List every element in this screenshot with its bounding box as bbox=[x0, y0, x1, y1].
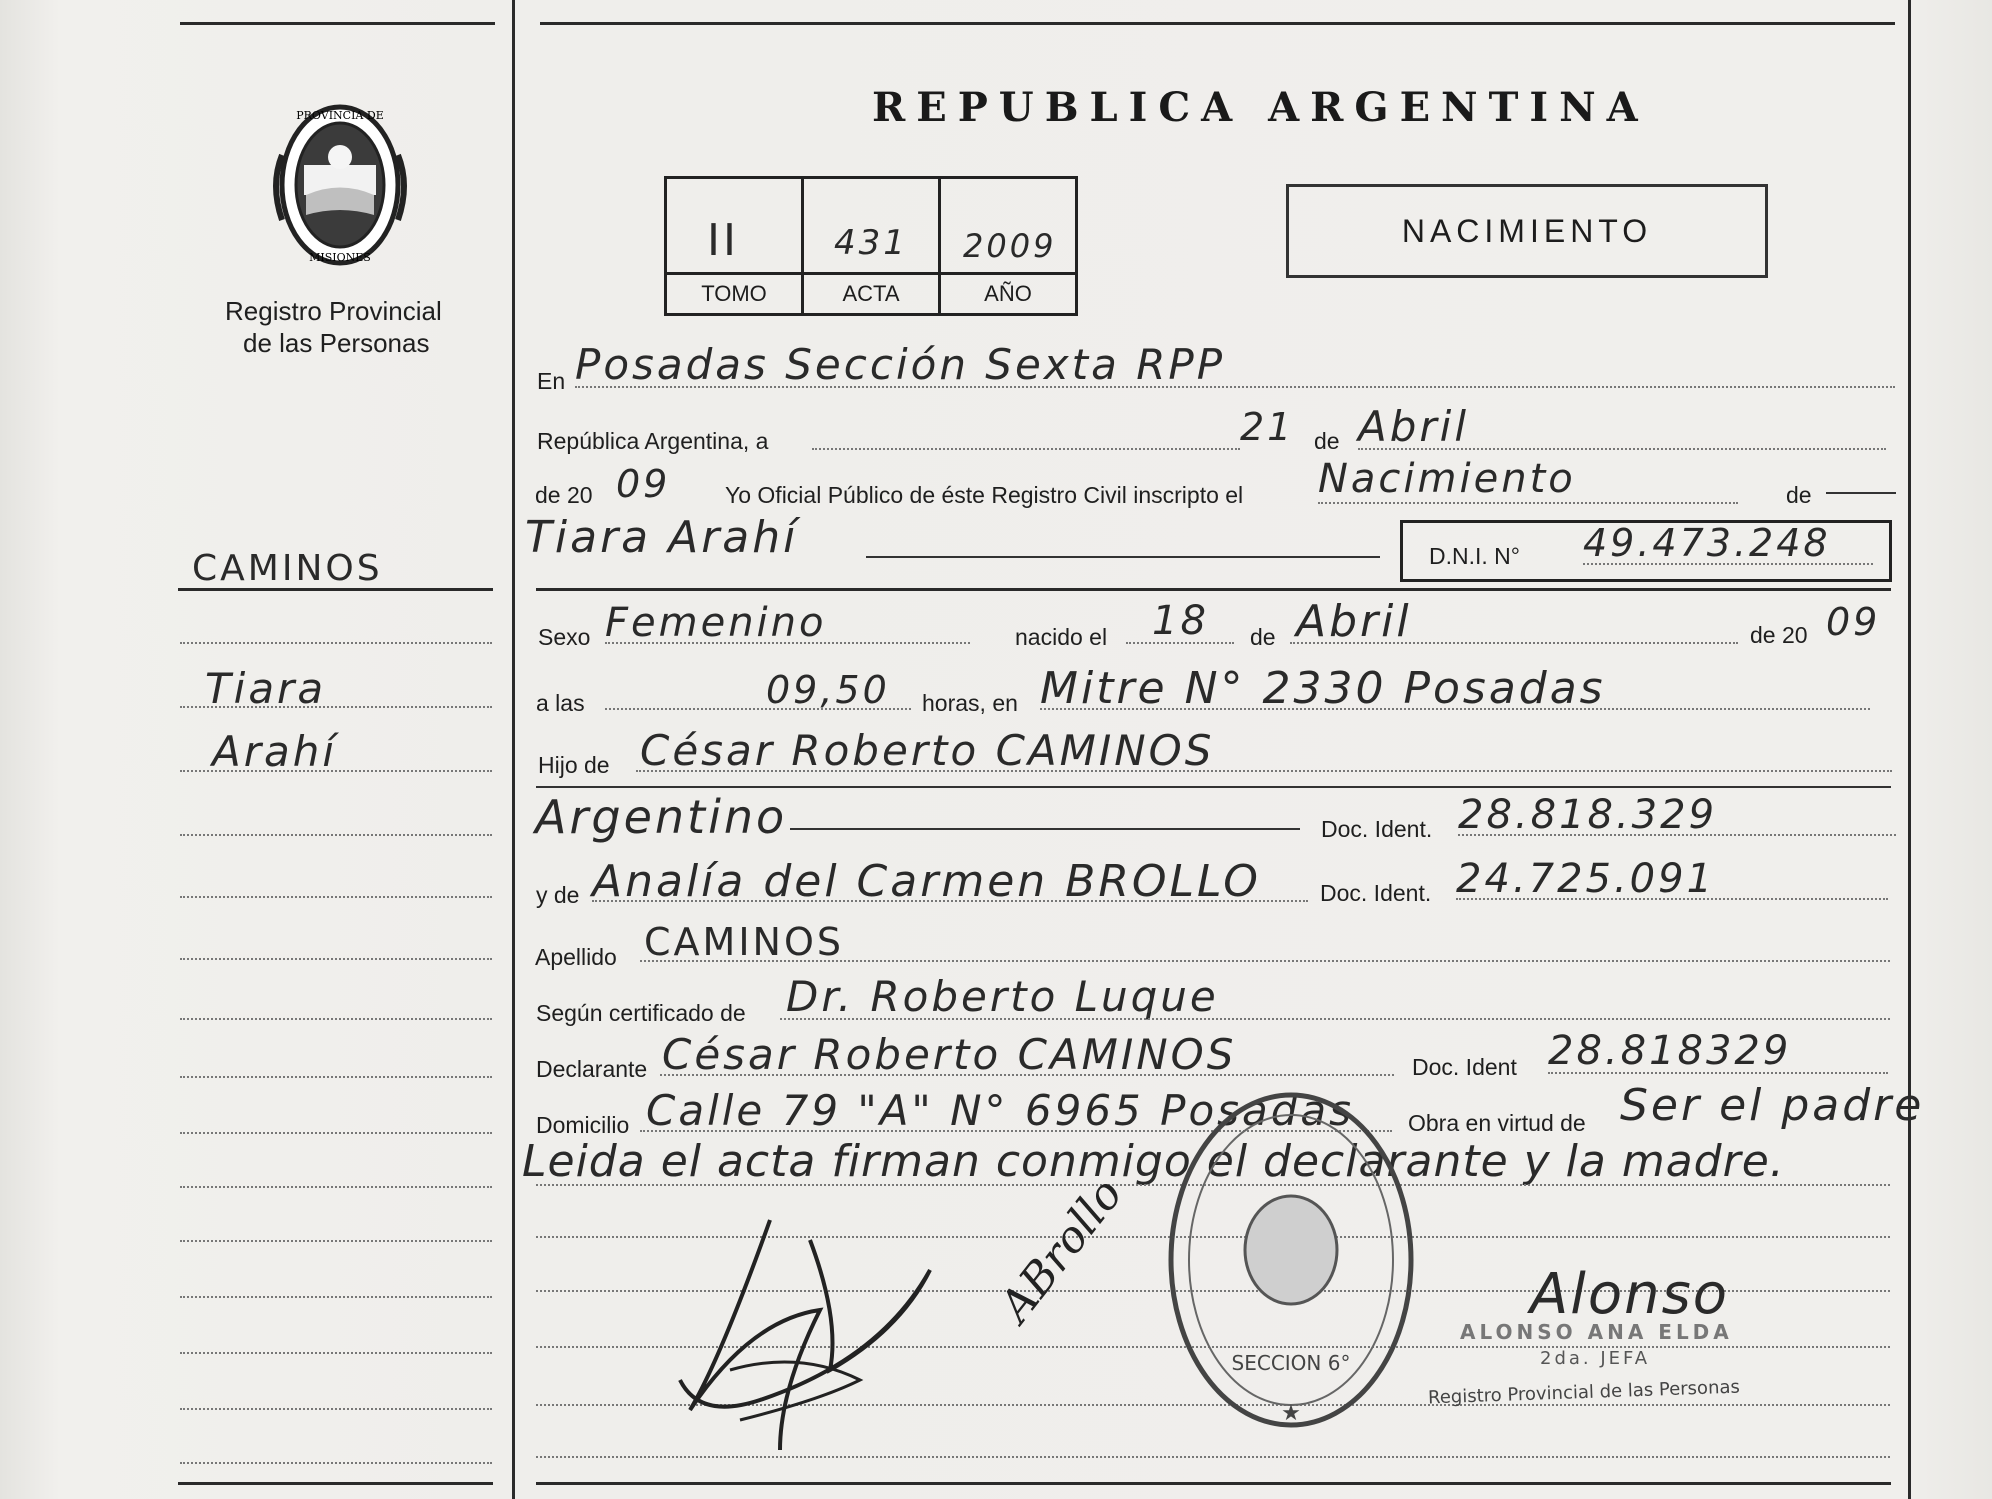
mother-doc-label: Doc. Ident. bbox=[1320, 880, 1432, 906]
seal-bottom-text: MISIONES bbox=[309, 251, 371, 264]
section-divider bbox=[536, 588, 1891, 591]
day-value: 21 bbox=[1240, 405, 1295, 449]
registry-title-line2: de las Personas bbox=[243, 328, 430, 358]
margin-rule-line bbox=[180, 1240, 492, 1242]
en-value: Posadas Sección Sexta RPP bbox=[575, 340, 1226, 389]
dni-value: 49.473.248 bbox=[1583, 521, 1831, 565]
mother-signature: ABrollo bbox=[990, 1168, 1133, 1332]
birth-de-label: de bbox=[1250, 624, 1276, 650]
en-rule bbox=[575, 386, 1895, 388]
margin-rule-line bbox=[180, 1076, 492, 1078]
acta-label: ACTA bbox=[804, 272, 938, 313]
y-de-label: y de bbox=[536, 882, 580, 908]
round-seal-icon bbox=[1156, 1070, 1426, 1440]
horas-label: horas, en bbox=[922, 690, 1018, 716]
declarante-label: Declarante bbox=[536, 1056, 648, 1082]
time-value: 09,50 bbox=[766, 668, 890, 712]
margin-rule-line bbox=[180, 1018, 492, 1020]
margin-rule-line bbox=[180, 1462, 492, 1464]
oficial-text: Yo Oficial Público de éste Registro Civil inscripto el bbox=[725, 482, 1244, 508]
margin-rule-line bbox=[180, 642, 492, 644]
margin-rule-line bbox=[180, 834, 492, 836]
margin-rule-line bbox=[180, 1296, 492, 1298]
margin-rule-line bbox=[180, 1408, 492, 1410]
closing-text: Leida el acta firman conmigo el declarante y la madre. bbox=[522, 1136, 1785, 1187]
official-signature: Alonso bbox=[1530, 1262, 1730, 1327]
birth-month: Abril bbox=[1296, 596, 1412, 647]
birth-year-prefix: de 20 bbox=[1750, 622, 1808, 648]
anio-label: AÑO bbox=[941, 272, 1075, 313]
nacido-label: nacido el bbox=[1015, 624, 1108, 650]
seal-star: ★ bbox=[1281, 1400, 1301, 1425]
margin-name-2: Arahí bbox=[212, 727, 338, 776]
official-name: ALONSO ANA ELDA bbox=[1460, 1320, 1733, 1344]
sexo-value: Femenino bbox=[605, 600, 827, 646]
day-rule bbox=[812, 448, 1240, 450]
margin-surname: CAMINOS bbox=[192, 548, 383, 589]
dni-label: D.N.I. N° bbox=[1429, 543, 1520, 569]
sexo-rule bbox=[605, 642, 970, 644]
segun-rule bbox=[780, 1018, 1890, 1020]
mother-doc-rule bbox=[1456, 898, 1888, 900]
round-seal-section: SECCION 6° bbox=[1231, 1351, 1351, 1375]
obra-label: Obra en virtud de bbox=[1408, 1110, 1586, 1136]
declarante-value: César Roberto CAMINOS bbox=[662, 1030, 1237, 1079]
month-rule bbox=[1358, 448, 1886, 450]
inscripto-rule bbox=[1318, 502, 1738, 504]
domicilio-label: Domicilio bbox=[536, 1112, 630, 1138]
birth-day: 18 bbox=[1152, 598, 1209, 644]
nationality-rule bbox=[790, 828, 1300, 830]
acta-cell bbox=[804, 179, 941, 313]
margin-rule-line bbox=[180, 770, 492, 772]
birth-day-rule bbox=[1126, 642, 1234, 644]
acta-value: 431 bbox=[834, 223, 908, 263]
tomo-cell bbox=[667, 179, 804, 313]
margin-rule-line bbox=[180, 1352, 492, 1354]
record-id-box bbox=[664, 176, 1078, 316]
margin-rule-line bbox=[180, 958, 492, 960]
mother-rule bbox=[592, 900, 1308, 902]
obra-value: Ser el padre bbox=[1620, 1080, 1925, 1131]
margin-surname-rule bbox=[178, 588, 493, 591]
hijo-label: Hijo de bbox=[538, 752, 610, 778]
official-role: 2da. JEFA bbox=[1540, 1348, 1651, 1369]
father-name: César Roberto CAMINOS bbox=[640, 726, 1215, 775]
inscripto-value: Nacimiento bbox=[1318, 456, 1576, 502]
margin-bottom-rule bbox=[178, 1482, 493, 1485]
column-divider bbox=[512, 0, 515, 1499]
margin-rule-line bbox=[180, 1132, 492, 1134]
en-label: En bbox=[537, 368, 566, 394]
de-rule-2 bbox=[1826, 492, 1896, 494]
dni-rule bbox=[1583, 563, 1873, 565]
father-signature-icon bbox=[660, 1200, 960, 1460]
place-rule bbox=[1040, 708, 1870, 710]
segun-value: Dr. Roberto Luque bbox=[786, 972, 1219, 1021]
main-top-rule bbox=[540, 22, 1895, 25]
registry-title-line1: Registro Provincial bbox=[225, 296, 442, 326]
declarante-doc-rule bbox=[1548, 1072, 1888, 1074]
birth-year: 09 bbox=[1826, 600, 1881, 644]
apellido-value: CAMINOS bbox=[644, 920, 844, 964]
apellido-rule bbox=[640, 960, 1890, 962]
year-prefix: de 20 bbox=[535, 482, 593, 508]
right-border bbox=[1908, 0, 1911, 1499]
country-title: REPUBLICA ARGENTINA bbox=[872, 84, 1649, 131]
apellido-label: Apellido bbox=[535, 944, 617, 970]
margin-name-1: Tiara bbox=[205, 664, 327, 713]
place-value: Mitre N° 2330 Posadas bbox=[1040, 663, 1606, 714]
domicilio-value: Calle 79 "A" N° 6965 Posadas bbox=[646, 1086, 1355, 1135]
mother-name: Analía del Carmen BROLLO bbox=[592, 856, 1261, 907]
child-name: Tiara Arahí bbox=[525, 512, 799, 563]
margin-rule-line bbox=[180, 1186, 492, 1188]
tomo-label: TOMO bbox=[667, 272, 801, 313]
father-doc-label: Doc. Ident. bbox=[1321, 816, 1433, 842]
anio-value: 2009 bbox=[963, 227, 1057, 265]
de-label-2: de bbox=[1786, 482, 1812, 508]
segun-label: Según certificado de bbox=[536, 1000, 746, 1026]
birth-month-rule bbox=[1290, 642, 1738, 644]
official-registry: Registro Provincial de las Personas bbox=[1427, 1376, 1741, 1409]
father-doc-rule bbox=[1458, 834, 1896, 836]
father-nationality: Argentino bbox=[535, 790, 788, 844]
declarante-doc-value: 28.818329 bbox=[1548, 1028, 1792, 1074]
declarante-doc-label: Doc. Ident bbox=[1412, 1054, 1517, 1080]
child-name-rule bbox=[866, 556, 1380, 558]
mother-doc-value: 24.725.091 bbox=[1456, 856, 1716, 902]
margin-top-rule bbox=[180, 22, 495, 25]
month-value: Abril bbox=[1358, 402, 1469, 451]
margin-rule-line bbox=[180, 896, 492, 898]
seal-top-text: PROVINCIA DE bbox=[296, 109, 384, 122]
a-las-label: a las bbox=[536, 690, 585, 716]
provincial-seal-icon bbox=[260, 95, 420, 275]
rep-label: República Argentina, a bbox=[537, 428, 769, 454]
record-type-box: NACIMIENTO bbox=[1286, 184, 1768, 278]
year-value: 09 bbox=[616, 462, 671, 506]
father-doc-value: 28.818.329 bbox=[1458, 792, 1718, 838]
father-underline bbox=[536, 786, 1891, 788]
margin-rule-line bbox=[180, 706, 492, 708]
sexo-label: Sexo bbox=[538, 624, 591, 650]
de-label: de bbox=[1314, 428, 1340, 454]
father-rule bbox=[636, 770, 1892, 772]
dni-box bbox=[1400, 520, 1892, 582]
tomo-value: II bbox=[707, 215, 739, 266]
main-bottom-rule bbox=[536, 1482, 1891, 1485]
anio-cell bbox=[941, 179, 1075, 313]
